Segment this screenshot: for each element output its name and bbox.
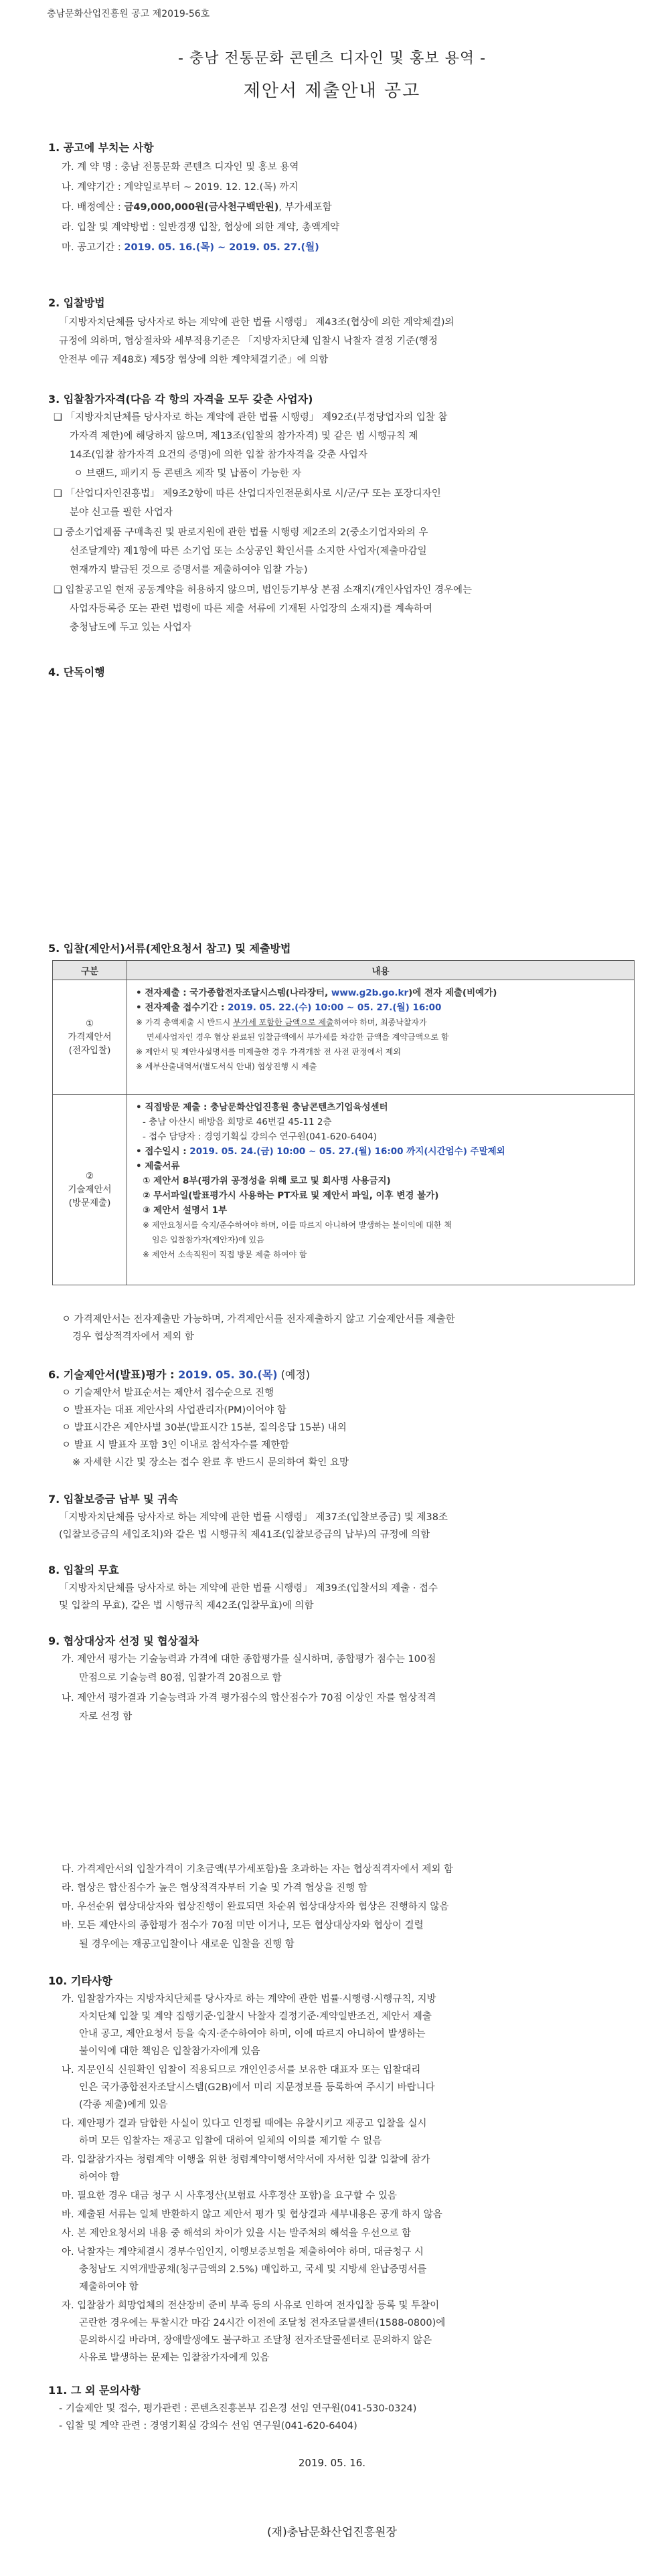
s10-line: 사유로 발생하는 문제는 입찰참가자에게 있음 (79, 2353, 270, 2363)
s3-item-1: 14조(입찰 참가자격 요건의 증명)에 의한 입찰 참가자격을 갖춘 사업자 (70, 450, 367, 460)
s10-line: 사. 본 제안요청서의 내용 중 해석의 차이가 있을 시는 발주처의 해석을 우선으로 함 (62, 2228, 412, 2239)
s6-line: ※ 자세한 시간 및 장소는 접수 완료 후 반드시 문의하여 확인 요망 (72, 1457, 349, 1468)
s3-item-1: ㅇ 브랜드, 패키지 등 콘텐츠 제작 및 납품이 가능한 자 (74, 468, 302, 479)
s9-line: 만점으로 기술능력 80점, 입찰가격 20점으로 함 (79, 1673, 282, 1683)
s3-item-3: 현재까지 발급된 것으로 증명서를 제출하여야 입찰 가능) (70, 565, 308, 575)
table-line: ③ 제안서 설명서 1부 (143, 1205, 228, 1216)
s3-item-4: ❑ 입찰공고일 현재 공동계약을 허용하지 않으며, 법인등기부상 본점 소재지(개인사업자인 경우에는 (54, 585, 473, 595)
row-content-price (127, 980, 635, 1095)
s3-item-4: 충청남도에 두고 있는 사업자 (70, 622, 191, 633)
table-line: ② 무서파일(발표평가시 사용하는 PT자료 및 제안서 파일, 이후 변경 불가) (143, 1190, 439, 1201)
s10-line: 하여야 함 (79, 2172, 120, 2183)
s6-line: ㅇ 기술제안서 발표순서는 제안서 접수순으로 진행 (62, 1388, 274, 1398)
s2-line: 「지방자치단체를 당사자로 하는 계약에 관한 법률 시행령」 제43조(협상에 의한 계약체결)의 (59, 317, 454, 328)
s10-line: 나. 지문인식 신원확인 입찰이 적용되므로 개인인증서를 보유한 대표자 또는 입찰대리 (62, 2065, 421, 2076)
s8-line: 「지방자치단체를 당사자로 하는 계약에 관한 법률 시행령」 제39조(입찰서의 제출 · 접수 (59, 1583, 438, 1594)
notice-date: 2019. 05. 16. (298, 2457, 366, 2469)
s6-line: ㅇ 발표자는 대표 제안사의 사업관리자(PM)이어야 함 (62, 1405, 286, 1416)
s9-line: 될 경우에는 재공고입찰이나 새로운 입찰을 진행 함 (79, 1939, 295, 1950)
section-6-heading: 6. 기술제안서(발표)평가 : 2019. 05. 30.(목) (예정) (48, 1368, 311, 1381)
table-line: ① 제안서 8부(평가위 공정성을 위해 로고 및 회사명 사용금지) (143, 1176, 391, 1186)
s5-note: 경우 협상적격자에서 제외 함 (72, 1331, 194, 1342)
s3-item-3: 선조달계약) 제1항에 따른 소기업 또는 소상공인 확인서를 소지한 사업자(제출마감일 (70, 546, 427, 557)
s3-item-4: 사업자등록증 또는 관련 법령에 따른 제출 서류에 기재된 사업장의 소재지)를 계속하여 (70, 604, 432, 614)
s10-line: 충청남도 지역개발공채(청구금액의 2.5%) 매입하고, 국세 및 지방세 완납증명서를 (79, 2264, 427, 2275)
issuer-name: (재)충남문화산업진흥원장 (267, 2526, 397, 2539)
s9-line: 바. 모든 제안사의 종합평가 점수가 70점 미만 이거나, 모든 협상대상자와 협상이 결렬 (62, 1920, 424, 1931)
s10-line: 라. 입찰참가자는 청렴계약 이행을 위한 청렴계약이행서약서에 자서한 입찰 입찰에 참가 (62, 2154, 430, 2165)
table-line: ※ 제안서 소속직원이 직접 방문 제출 하여야 함 (143, 1250, 307, 1259)
s8-line: 및 입찰의 무효), 같은 법 시행규칙 제42조(입찰무효)에 의함 (59, 1600, 314, 1611)
row-label-text: (방문제출) (68, 1198, 111, 1208)
section-1-heading: 1. 공고에 부치는 사항 (48, 141, 154, 154)
s9-line: 다. 가격제안서의 입찰가격이 기초금액(부가세포함)을 초과하는 자는 협상적격자에서 제외 함 (62, 1864, 454, 1875)
row-label-tech (53, 1095, 127, 1285)
section-2-heading: 2. 입찰방법 (48, 296, 105, 309)
s6-line: ㅇ 발표 시 발표자 포함 3인 이내로 참석자수를 제한함 (62, 1440, 290, 1451)
row-label-price (53, 980, 127, 1095)
page-title: 제안서 제출안내 공고 (243, 81, 421, 101)
s10-line: 가. 입찰참가자는 지방자치단체를 당사자로 하는 계약에 관한 법률·시행령·시행규칙, 지방 (62, 1994, 436, 2005)
s10-line: 곤란한 경우에는 투찰시간 마감 24시간 이전에 조달청 전자조달콜센터(1588-0800)에 (79, 2318, 446, 2328)
s10-line: 인은 국가종합전자조달시스템(G2B)에서 미리 지문정보를 등록하여 주시기 바랍니다 (79, 2082, 435, 2093)
table-line: • 전자제출 접수기간 : 2019. 05. 22.(수) 10:00 ~ 05. 27.(월) 16:00 (136, 1002, 442, 1013)
s3-item-2: 분야 신고를 필한 사업자 (70, 507, 173, 518)
section-9-heading: 9. 협상대상자 선정 및 협상절차 (48, 1635, 199, 1647)
circled-two: ② (85, 1171, 94, 1182)
s10-line: 하며 모든 입찰자는 재공고 입찰에 대하여 일체의 이의를 제기할 수 없음 (79, 2136, 382, 2146)
s3-item-1: 가자격 제한)에 해당하지 않으며, 제13조(입찰의 참가자격) 및 같은 법 시행규칙 제 (70, 431, 418, 442)
s6-line: ㅇ 발표시간은 제안사별 30분(발표시간 15분, 질의응답 15분) 내외 (62, 1422, 347, 1433)
s1-budget: 다. 배정예산 : 금49,000,000원(금사천구백만원), 부가세포함 (62, 202, 332, 213)
section-10-heading: 10. 기타사항 (48, 1974, 112, 1987)
table-header-row (53, 961, 635, 980)
s2-line: 규정에 의하며, 협상절차와 세부적용기준은 「지방자치단체 입찰시 낙찰자 결정 기준(행정 (59, 336, 438, 347)
section-7-heading: 7. 입찰보증금 납부 및 귀속 (48, 1493, 179, 1505)
table-header-cell: 내용 (127, 961, 635, 980)
s10-line: 아. 낙찰자는 계약체결시 경부수입인지, 이행보증보험을 제출하여야 하며, 대금청구 시 (62, 2247, 424, 2258)
notice-id: 충남문화산업진흥원 공고 제2019-56호 (47, 9, 210, 19)
s9-line: 라. 협상은 합산점수가 높은 협상적격자부터 기술 및 가격 협상을 진행 함 (62, 1883, 367, 1894)
s9-line: 나. 제안서 평가결과 기술능력과 가격 평가점수의 합산점수가 70점 이상인 자를 협상적격 (62, 1693, 436, 1704)
s5-note: ㅇ 가격제안서는 전자제출만 가능하며, 가격제안서를 전자제출하지 않고 기술제안서를 제출한 (62, 1314, 455, 1325)
table-line: ※ 세부산출내역서(별도서식 안내) 협상진행 시 제출 (136, 1062, 317, 1071)
s3-item-2: ❑ 「산업디자인진흥법」 제9조2항에 따른 산업디자인전문회사로 시/군/구 또는 포장디자인 (54, 488, 441, 499)
s10-line: 불이익에 대한 책임은 입찰참가자에게 있음 (79, 2046, 260, 2057)
project-subtitle: - 충남 전통문화 콘텐츠 디자인 및 홍보 용역 - (177, 50, 487, 67)
table-line: - 충남 아산시 배방읍 희망로 46번길 45-11 2층 (143, 1117, 332, 1127)
table-header-cell: 구분 (53, 961, 127, 980)
submission-table (52, 960, 635, 1285)
s11-line: - 기술제안 및 접수, 평가관련 : 콘텐츠진흥본부 김은경 선임 연구원(041-530-0324) (59, 2403, 417, 2414)
table-line: - 접수 담당자 : 경영기획실 강의수 연구원(041-620-6404) (143, 1131, 377, 1142)
row-content-tech (127, 1095, 635, 1285)
s10-line: 바. 제출된 서류는 일체 반환하지 않고 제안서 평가 및 협상결과 세부내용은 공개 하지 않음 (62, 2209, 442, 2220)
table-line: ※ 가격 총액제출 시 반드시 부가세 포함한 금액으로 제출하여야 하며, 최종낙찰자가 (136, 1018, 427, 1027)
s10-line: 안내 공고, 제안요청서 등을 숙지·준수하여야 하며, 이에 따르지 아니하여 발생하는 (79, 2029, 426, 2039)
s3-item-3: ❑ 중소기업제품 구매촉진 및 판로지원에 관한 법률 시행령 제2조의 2(중소기업자와의 우 (54, 527, 428, 538)
s10-line: 자. 입찰참가 희망업체의 전산장비 준비 부족 등의 사유로 인하여 전자입찰 등록 및 투찰이 (62, 2300, 440, 2311)
s11-line: - 입찰 및 계약 관련 : 경영기획실 강의수 선임 연구원(041-620-6404) (59, 2421, 357, 2431)
s2-line: 안전부 예규 제48호) 제5장 협상에 의한 계약체결기준」에 의함 (59, 355, 329, 365)
table-line: • 전자제출 : 국가종합전자조달시스템(나라장터, www.g2b.go.kr)에 전자 제출(비예가) (136, 988, 497, 998)
s9-line: 마. 우선순위 협상대상자와 협상진행이 완료되면 차순위 협상대상자와 협상은 진행하지 않음 (62, 1902, 449, 1912)
s1-contract-period: 나. 계약기간 : 계약일로부터 ~ 2019. 12. 12.(목) 까지 (62, 182, 299, 193)
section-4-heading: 4. 단독이행 (48, 666, 105, 678)
table-line: 면세사업자인 경우 협상 완료된 입찰금액에서 부가세를 차감한 금액을 계약금액으로 함 (147, 1032, 449, 1042)
s7-line: (입찰보증금의 세입조치)와 같은 법 시행규칙 제41조(입찰보증금의 납부)의 규정에 의함 (59, 1530, 430, 1540)
s1-contract-name: 가. 계 약 명 : 충남 전통문화 콘텐츠 디자인 및 홍보 용역 (62, 162, 299, 173)
section-3-heading: 3. 입찰참가자격(다음 각 항의 자격을 모두 갖춘 사업자) (48, 393, 313, 405)
table-line: • 직접방문 제출 : 충남문화산업진흥원 충남콘텐츠기업육성센터 (136, 1102, 388, 1113)
table-row (53, 1095, 635, 1285)
row-label-text: 기술제안서 (68, 1184, 112, 1195)
circled-one: ① (85, 1018, 94, 1029)
row-label-text: (전자입찰) (68, 1045, 111, 1056)
table-line: • 제출서류 (136, 1161, 180, 1172)
s9-line: 자로 선정 함 (79, 1712, 133, 1722)
s10-line: (각종 제출)에게 있음 (79, 2100, 168, 2110)
s1-method: 라. 입찰 및 계약방법 : 일반경쟁 입찰, 협상에 의한 계약, 총액계약 (62, 222, 339, 233)
s10-line: 마. 필요한 경우 대금 청구 시 사후정산(보험료 사후정산 포함)을 요구할 수 있음 (62, 2191, 397, 2201)
s9-line: 가. 제안서 평가는 기술능력과 가격에 대한 종합평가를 실시하며, 종합평가 점수는 100점 (62, 1654, 436, 1665)
row-label-text: 가격제안서 (68, 1032, 112, 1042)
table-line: 임은 입찰참가자(제안자)에 있음 (152, 1235, 264, 1245)
section-8-heading: 8. 입찰의 무효 (48, 1564, 119, 1576)
s3-item-1: ❑ 「지방자치단체를 당사자로 하는 계약에 관한 법률 시행령」 제92조(부정당업자의 입찰 참 (54, 412, 448, 423)
table-line: ※ 제안요청서를 숙지/준수하여야 하며, 이를 따르지 아니하여 발생하는 불이익에 대한 책 (143, 1220, 452, 1230)
table-line: • 접수일시 : 2019. 05. 24.(금) 10:00 ~ 05. 27.(월) 16:00 까지(시간엄수) 주말제외 (136, 1146, 505, 1157)
section-5-heading: 5. 입찰(제안서)서류(제안요청서 참고) 및 제출방법 (48, 942, 291, 955)
table-row (53, 980, 635, 1095)
s7-line: 「지방자치단체를 당사자로 하는 계약에 관한 법률 시행령」 제37조(입찰보증금) 및 제38조 (59, 1512, 448, 1523)
s10-line: 다. 제안평가 결과 담합한 사실이 있다고 인정될 때에는 유찰시키고 재공고 입찰을 실시 (62, 2118, 427, 2129)
s10-line: 자치단체 입찰 및 계약 집행기준·입찰시 낙찰자 결정기준·계약일반조건, 제안서 제출 (79, 2011, 432, 2022)
table-line: ※ 제안서 및 제안사설명서를 미제출한 경우 가격개찰 전 사전 판정에서 제외 (136, 1047, 401, 1056)
s10-line: 문의하시길 바라며, 장애발생에도 불구하고 조달청 전자조달콜센터로 문의하지 않은 (79, 2335, 432, 2346)
s1-notice-period: 마. 공고기간 : 2019. 05. 16.(목) ~ 2019. 05. 27.(월) (62, 242, 319, 253)
s10-line: 제출하여야 함 (79, 2282, 139, 2292)
section-11-heading: 11. 그 외 문의사항 (48, 2384, 141, 2397)
